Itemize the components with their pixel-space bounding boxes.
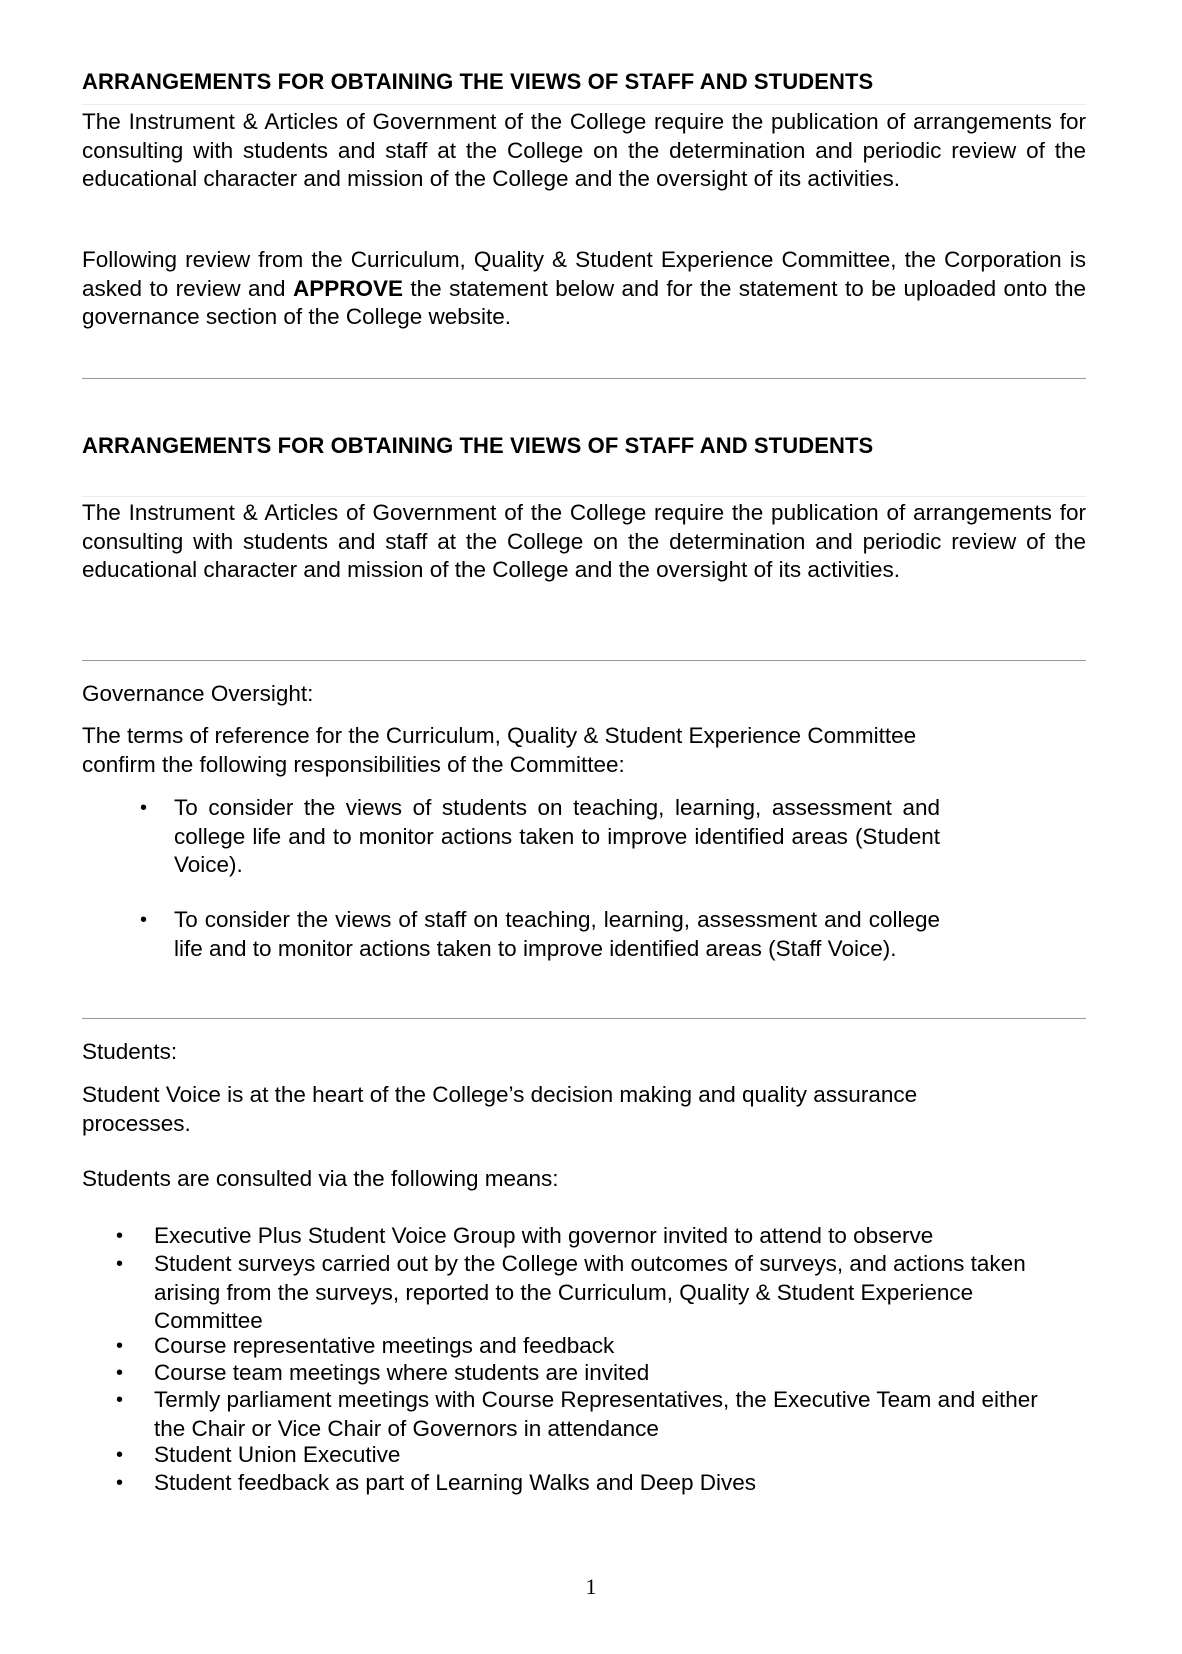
governance-bullet-2 [140,906,940,963]
section2-paragraph-1: The Instrument & Articles of Government of the College require the publication of arrangements for consulting with students and staff at the College on the determination and periodic review of the educational character and mission of the College and the oversight of its activities. [82,500,1086,582]
governance-bullet-text: To consider the views of staff on teaching, learning, assessment and college life and to monitor actions taken to improve identified areas (Staff Voice). [174,907,940,961]
governance-bullet-text: To consider the views of students on teaching, learning, assessment and college life and to monitor actions taken to improve identified areas (Student Voice). [174,795,940,877]
students-bullet [116,1332,1046,1361]
para2-text-before: Following review from the Curriculum, Quality & Student Experience Committee, the Corporation is asked to review and [82,247,1086,301]
students-bullet [116,1469,1046,1498]
students-bullet-text: Student surveys carried out by the College with outcomes of surveys, and actions taken arising from the surveys, reported to the Curriculum, Quality & Student Experience Committee [154,1251,1026,1333]
students-bullet [116,1250,1046,1336]
students-means-intro: Students are consulted via the following means: [82,1166,559,1191]
students-bullet [116,1222,1046,1251]
section2-heading: ARRANGEMENTS FOR OBTAINING THE VIEWS OF STAFF AND STUDENTS [82,433,874,458]
governance-label: Governance Oversight: [82,681,314,706]
students-intro: Student Voice is at the heart of the College’s decision making and quality assurance processes. [82,1082,918,1136]
heading-underline-2 [82,496,1086,497]
students-label: Students: [82,1039,178,1064]
approve-emphasis: APPROVE [292,275,403,301]
section-divider-2 [82,660,1086,661]
students-bullet [116,1359,1046,1388]
para2-text-after: the statement below and for the statement to be uploaded onto the governance section of the College website. [82,275,1086,329]
bullet-marker: • [116,1335,124,1357]
students-bullet-text: Course team meetings where students are invited [154,1360,650,1385]
students-bullet-text: Executive Plus Student Voice Group with governor invited to attend to observe [154,1223,934,1248]
students-bullet-text: Course representative meetings and feedback [154,1333,615,1358]
bullet-marker: • [116,1225,124,1247]
students-bullet-text: Student feedback as part of Learning Walks and Deep Dives [154,1470,757,1495]
governance-bullet-1 [140,794,940,880]
section1-paragraph-2 [82,246,1086,332]
students-bullet [116,1441,1046,1470]
bullet-marker: • [116,1253,124,1275]
bullet-marker: • [116,1472,124,1494]
bullet-marker: • [140,909,148,931]
bullet-marker: • [140,797,148,819]
students-bullet [116,1386,1046,1443]
section1-heading: ARRANGEMENTS FOR OBTAINING THE VIEWS OF STAFF AND STUDENTS [82,69,874,94]
page-number: 1 [585,1574,597,1599]
bullet-marker: • [116,1362,124,1384]
section1-paragraph-1: The Instrument & Articles of Government of the College require the publication of arrangements for consulting with students and staff at the College on the determination and periodic review of the educational character and mission of the College and the oversight of its activities. [82,109,1086,191]
students-bullet-text: Student Union Executive [154,1442,401,1467]
students-bullet-text: Termly parliament meetings with Course Representatives, the Executive Team and either the Chair or Vice Chair of Governors in attendance [154,1387,1038,1441]
bullet-marker: • [116,1444,124,1466]
bullet-marker: • [116,1389,124,1411]
heading-underline-1 [82,104,1086,105]
section-divider-1 [82,378,1086,379]
section-divider-3 [82,1018,1086,1019]
governance-intro: The terms of reference for the Curriculum, Quality & Student Experience Committee confirm the following responsibilities of the Committee: [82,723,917,777]
